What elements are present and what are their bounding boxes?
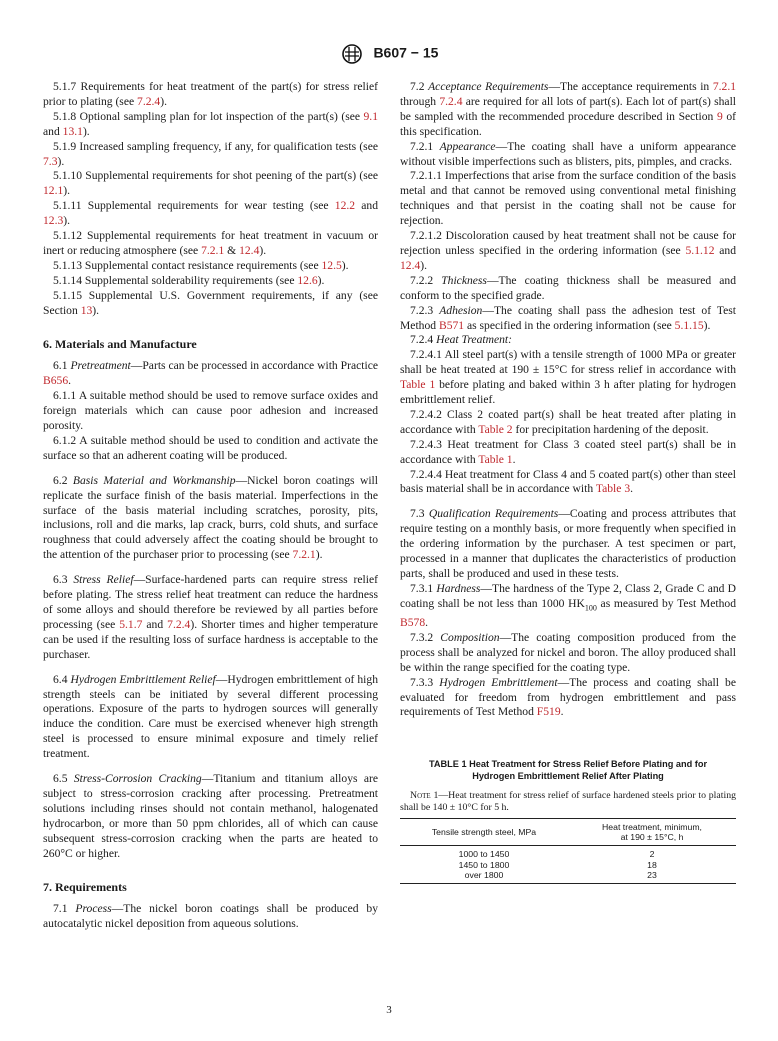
- xref-link[interactable]: B571: [438, 318, 465, 332]
- para-7-2-4-1: 7.2.4.1 All steel part(s) with a tensile strength of 1000 MPa or greater shall be heat treated at 190 ± 15°C for stress relief in accordance with Table 1 before plating and baked within 3 h after plating for hydrogen embrittlement relief.: [400, 348, 736, 407]
- xref-link[interactable]: B578: [400, 616, 426, 630]
- table-row: over 1800 23: [400, 870, 736, 883]
- astm-logo-icon: [340, 44, 364, 64]
- xref-link[interactable]: 12.4: [400, 258, 421, 272]
- xref-link[interactable]: Table 3: [595, 482, 631, 496]
- table-row: 1000 to 1450 2: [458, 849, 655, 860]
- para-5-1-7: 5.1.7 Requirements for heat treatment of the part(s) for stress relief prior to plating (see 7.2.4).: [43, 80, 378, 108]
- para-7-3-2: 7.3.2 Composition—The coating composition produced from the process shall be analyzed for nickel and boron. The alloy produced shall be within the range specified for the coating type.: [400, 630, 736, 674]
- para-7-2-4: 7.2.4 Heat Treatment:: [410, 333, 512, 347]
- xref-link[interactable]: 7.2.1: [712, 80, 737, 93]
- para-7-3-3: 7.3.3 Hydrogen Embrittlement—The process and coating shall be evaluated for freedom from hydrogen embrittlement and pass requirements of Test Method F519.: [400, 675, 736, 719]
- section-7-heading: 7. Requirements: [43, 879, 127, 894]
- page-header: [0, 44, 778, 64]
- para-6-5: 6.5 Stress-Corrosion Cracking—Titanium and titanium alloys are subject to stress-corrosion cracking after processing. Pretreatment solutions including rinses should not contain methanol, halogenated hydrocarbon, or more than 50 ppm chlorides, all of which can cause subsequent stress-corrosion cracking when the parts are heated to 260°C or higher.: [43, 772, 379, 860]
- para-7-3-1: 7.3.1 Hardness—The hardness of the Type 2, Class 2, Grade C and D coating shall be not less than 1000 $HK_{100}$ as measured by Test Method B578.: [400, 581, 737, 630]
- para-6-1-1: 6.1.1 A suitable method should be used to remove surface oxides and foreign materials which can cause poor adhesion and increased porosity.: [43, 389, 378, 433]
- para-5-1-10: 5.1.10 Supplemental requirements for shot peening of the part(s) (see 12.1).: [43, 169, 378, 198]
- para-5-1-11: 5.1.11 Supplemental requirements for wear testing (see 12.2 and 12.3).: [43, 199, 378, 228]
- xref-link[interactable]: 12.6: [297, 273, 318, 287]
- xref-link[interactable]: Table 2: [478, 422, 513, 436]
- para-6-1: 6.1 Pretreatment—Parts can be processed in accordance with Practice B656.: [43, 359, 379, 388]
- xref-link[interactable]: 5.1.12: [685, 243, 715, 257]
- xref-link[interactable]: 5.1.7: [119, 617, 143, 631]
- para-6-3: 6.3 Stress Relief—Surface-hardened parts can require stress relief before plating. The stress relief heat treatment can reduce the hardness of some alloys and should therefore be reviewed by all parties before processing (see 5.1.7 and 7.2.4). Shorter times and higher temperature can be used if the resulting loss of surface hardness is acceptable to the purchaser.: [43, 573, 378, 661]
- para-7-2-4-3: 7.2.4.3 Heat treatment for Class 3 coated steel part(s) shall be in accordance with Table 1.: [400, 437, 736, 466]
- para-7-2-1-1: 7.2.1.1 Imperfections that arise from the surface condition of the basis metal and that cannot be removed using conventional metal finishing techniques and that persist in the coating shall not be cause for rejection.: [400, 169, 736, 228]
- xref-link[interactable]: 7.2.4: [167, 617, 191, 631]
- xref-link[interactable]: 12.1: [43, 184, 64, 198]
- table-1: [400, 758, 736, 884]
- para-6-4: 6.4 Hydrogen Embrittlement Relief—Hydrogen embrittlement of high strength steels can be initiated by several different processing operations. Exposure of the parts to hydrogen sources will generally induce the condition. Care must be exercised whenever high strength steel is processed to ensure minimal exposure and timely relief treatment.: [43, 672, 378, 761]
- para-5-1-8: 5.1.8 Optional sampling plan for lot inspection of the part(s) (see 9.1 and 13.1).: [43, 109, 378, 138]
- para-7-2-1-2: 7.2.1.2 Discoloration caused by heat treatment shall not be cause for rejection unless specified in the ordering information (see 5.1.12 and 12.4).: [400, 229, 737, 272]
- para-5-1-9: 5.1.9 Increased sampling frequency, if any, for qualification tests (see 7.3).: [43, 139, 378, 168]
- para-7-1: 7.1 Process—The nickel boron coatings shall be produced by autocatalytic nickel deposition from aqueous solutions.: [43, 902, 378, 931]
- xref-link[interactable]: 7.3: [43, 154, 58, 168]
- document-designation: B607 − 15: [373, 44, 439, 61]
- xref-link[interactable]: 9: [716, 109, 723, 123]
- para-7-2-1: 7.2.1 Appearance—The coating shall have a uniform appearance without visible imperfections such as blisters, pits, pimples, and cracks.: [400, 139, 736, 168]
- xref-link[interactable]: B656: [43, 374, 69, 388]
- para-7-3: 7.3 Qualification Requirements—Coating and process attributes that require testing on a monthly basis, or more frequently when specified in the ordering information by the purchaser. A test specimen or part, processed in a manner that duplicates the characteristics of production parts, shall be produced and used in these tests.: [400, 507, 736, 580]
- section-5-1-list: [43, 80, 378, 319]
- xref-link[interactable]: 12.3: [43, 214, 64, 228]
- xref-link[interactable]: 7.2.4: [439, 94, 463, 108]
- para-7-2-3: 7.2.3 Adhesion—The coating shall pass the adhesion test of Test Method B571 as specified in the ordering information (see 5.1.15).: [400, 303, 736, 332]
- table-1-caption: TABLE 1 Heat Treatment for Stress Relief Before Plating and for Hydrogen Embrittlement Relief After Plating: [428, 759, 708, 782]
- xref-link[interactable]: Table 1: [400, 378, 436, 392]
- para-6-1-2: 6.1.2 A suitable method should be used to condition and activate the surface so that an adherent coating will be produced.: [43, 433, 378, 462]
- page-number: 3: [386, 1004, 392, 1016]
- table-header: Tensile strength steel, MPa: [400, 819, 568, 846]
- xref-link[interactable]: F519: [536, 705, 561, 719]
- xref-link[interactable]: 5.1.15: [674, 318, 704, 332]
- para-5-1-15: 5.1.15 Supplemental U.S. Government requirements, if any (see Section 13).: [43, 288, 378, 317]
- para-6-2: 6.2 Basis Material and Workmanship—Nickel boron coatings will replicate the surface finish of the basis material. Imperfections in the surface of the basis material including scratches, porosity, pits, inclusions, roll and die marks, lap crack, burrs, cold shuts, and surface roughness that could adversely affect the coating should be brought to the attention of the purchaser prior to processing (see 7.2.1).: [43, 473, 379, 562]
- para-7-2-4-4: 7.2.4.4 Heat treatment for Class 4 and 5 coated part(s) other than steel basis material shall be in accordance with Table 3.: [400, 467, 736, 496]
- table-header: Heat treatment, minimum, at 190 ± 15°C, h: [568, 819, 736, 846]
- table-1-note: Note 1—Heat treatment for stress relief of surface hardened steels prior to plating shall be 140 ± 10°C for 5 h.: [400, 790, 736, 814]
- para-5-1-12: 5.1.12 Supplemental requirements for heat treatment in vacuum or inert or reducing atmosphere (see 7.2.1 & 12.4).: [43, 229, 378, 257]
- left-column: [43, 80, 378, 932]
- xref-link[interactable]: 7.2.1: [201, 243, 225, 257]
- xref-link[interactable]: 7.2.1: [292, 548, 316, 562]
- table-1-grid: [400, 818, 736, 884]
- xref-link[interactable]: 13.1: [62, 124, 83, 138]
- xref-link[interactable]: 12.5: [321, 258, 342, 272]
- section-6-heading: 6. Materials and Manufacture: [43, 336, 197, 351]
- xref-link[interactable]: 12.4: [239, 243, 260, 257]
- para-7-2-4-2: 7.2.4.2 Class 2 coated part(s) shall be heat treated after plating in accordance with Table 2 for precipitation hardening of the deposit.: [400, 407, 736, 436]
- xref-link[interactable]: 9.1: [363, 109, 378, 123]
- para-7-2-2: 7.2.2 Thickness—The coating thickness shall be measured and conform to the specified grade.: [400, 273, 736, 302]
- xref-link[interactable]: 12.2: [334, 199, 356, 213]
- para-7-2: 7.2 Acceptance Requirements—The acceptance requirements in 7.2.1 through 7.2.4 are required for all lots of part(s). Each lot of part(s) shall be sampled with the recommended procedure described in Section 9 of this specification.: [400, 80, 737, 138]
- para-5-1-14: 5.1.14 Supplemental solderability requirements (see 12.6).: [53, 273, 325, 287]
- table-row: 1450 to 1800 18: [458, 859, 657, 870]
- xref-link[interactable]: Table 1: [478, 452, 513, 466]
- xref-link[interactable]: 13: [80, 303, 93, 317]
- right-column: [400, 80, 736, 884]
- xref-link[interactable]: 7.2.4: [137, 94, 161, 108]
- para-5-1-13: 5.1.13 Supplemental contact resistance requirements (see 12.5).: [53, 258, 349, 272]
